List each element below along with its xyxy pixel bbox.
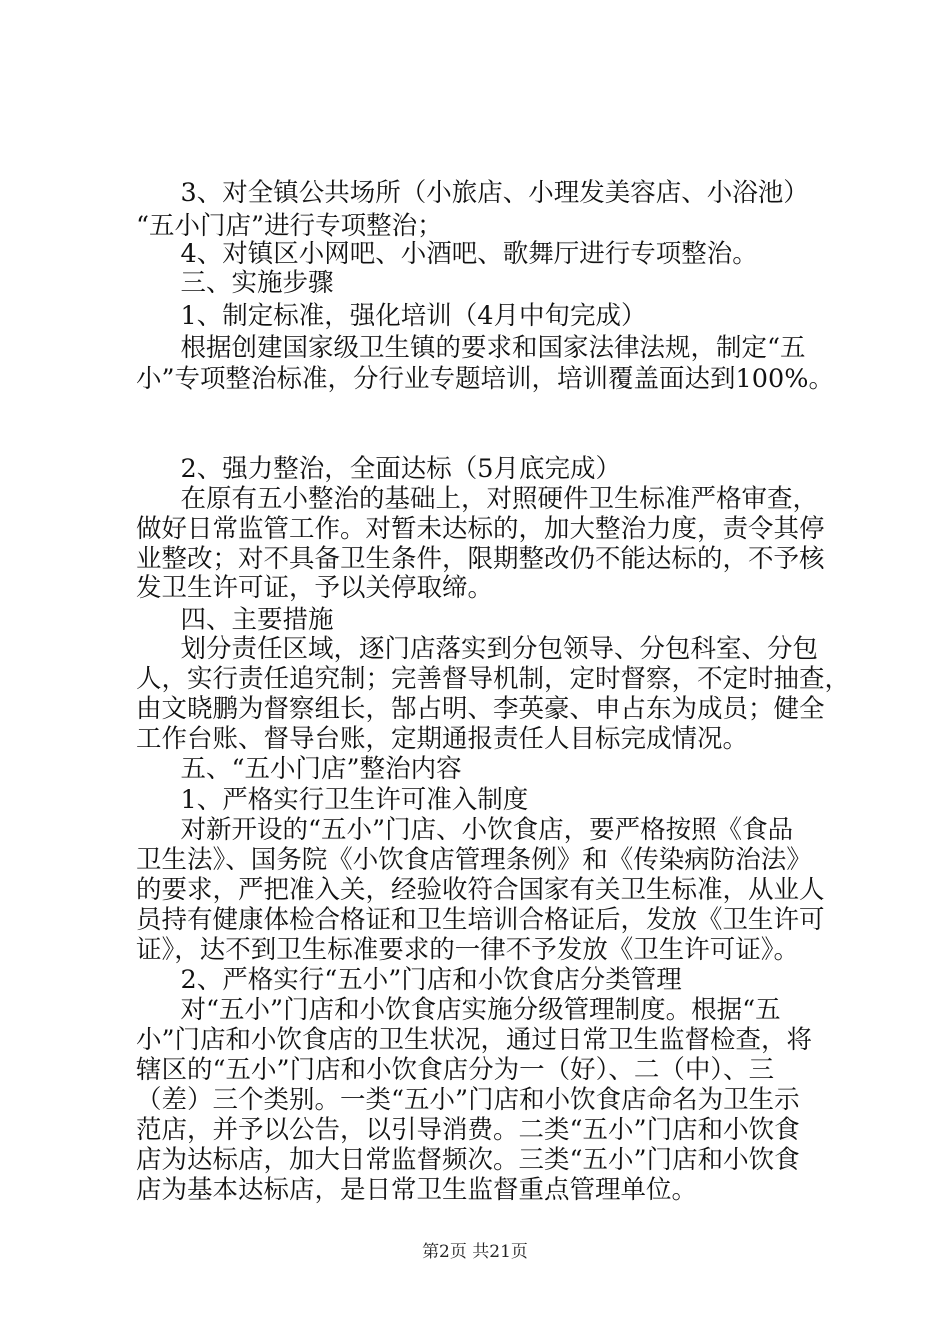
text-line: 4、对镇区小网吧、小酒吧、歌舞厅进行专项整治。 xyxy=(155,239,758,269)
text-line: 五、“五小门店”整治内容 xyxy=(155,754,462,784)
text-line: 证》，达不到卫生标准要求的一律不予发放《卫生许可证》。 xyxy=(136,935,800,965)
text-line: 3、对全镇公共场所（小旅店、小理发美容店、小浴池） xyxy=(155,178,809,208)
text-line: 2、严格实行“五小”门店和小饮食店分类管理 xyxy=(155,965,682,995)
text-line: 小”门店和小饮食店的卫生状况，通过日常卫生监督检查，将 xyxy=(136,1025,813,1055)
text-line: 1、严格实行卫生许可准入制度 xyxy=(155,785,529,815)
text-line: 1、制定标准，强化培训（4月中旬完成） xyxy=(155,301,647,331)
text-line: 做好日常监管工作。对暂未达标的，加大整治力度，责令其停 xyxy=(136,514,825,544)
text-line: 对“五小”门店和小饮食店实施分级管理制度。根据“五 xyxy=(155,995,781,1025)
text-line: 发卫生许可证，予以关停取缔。 xyxy=(136,573,494,603)
text-line: 划分责任区域，逐门店落实到分包领导、分包科室、分包 xyxy=(155,634,819,664)
text-line: 员持有健康体检合格证和卫生培训合格证后，发放《卫生许可 xyxy=(136,905,825,935)
text-line: 由文晓鹏为督察组长，郜占明、李英豪、申占东为成员；健全 xyxy=(136,694,825,724)
text-line: 的要求，严把准入关，经验收符合国家有关卫生标准，从业人 xyxy=(136,875,825,905)
text-line: 业整改；对不具备卫生条件，限期整改仍不能达标的，不予核 xyxy=(136,544,825,574)
text-line: 2、强力整治，全面达标（5月底完成） xyxy=(155,454,621,484)
text-line: （差）三个类别。一类“五小”门店和小饮食店命名为卫生示 xyxy=(136,1085,800,1115)
text-line: 根据创建国家级卫生镇的要求和国家法律法规，制定“五 xyxy=(155,333,806,363)
text-line: 人，实行责任追究制；完善督导机制，定时督察，不定时抽查， xyxy=(136,664,851,694)
text-line: 在原有五小整治的基础上，对照硬件卫生标准严格审查， xyxy=(155,484,819,514)
text-line: 辖区的“五小”门店和小饮食店分为一（好）、二（中）、三 xyxy=(136,1055,775,1085)
text-line: 卫生法》、国务院《小饮食店管理条例》和《传染病防治法》 xyxy=(136,845,812,875)
text-line: 小”专项整治标准，分行业专题培训，培训覆盖面达到100%。 xyxy=(136,364,834,394)
text-line: 店为基本达标店，是日常卫生监督重点管理单位。 xyxy=(136,1175,698,1205)
text-line: “五小门店”进行专项整治； xyxy=(136,211,443,241)
text-line: 范店，并予以公告，以引导消费。二类“五小”门店和小饮食 xyxy=(136,1115,800,1145)
text-line: 四、主要措施 xyxy=(155,605,334,635)
text-line: 店为达标店，加大日常监督频次。三类“五小”门店和小饮食 xyxy=(136,1145,800,1175)
text-line: 三、实施步骤 xyxy=(155,268,334,298)
page-footer: 第2页 共21页 xyxy=(422,1242,528,1262)
text-line: 工作台账、督导台账，定期通报责任人目标完成情况。 xyxy=(136,724,749,754)
text-line: 对新开设的“五小”门店、小饮食店，要严格按照《食品 xyxy=(155,815,794,845)
